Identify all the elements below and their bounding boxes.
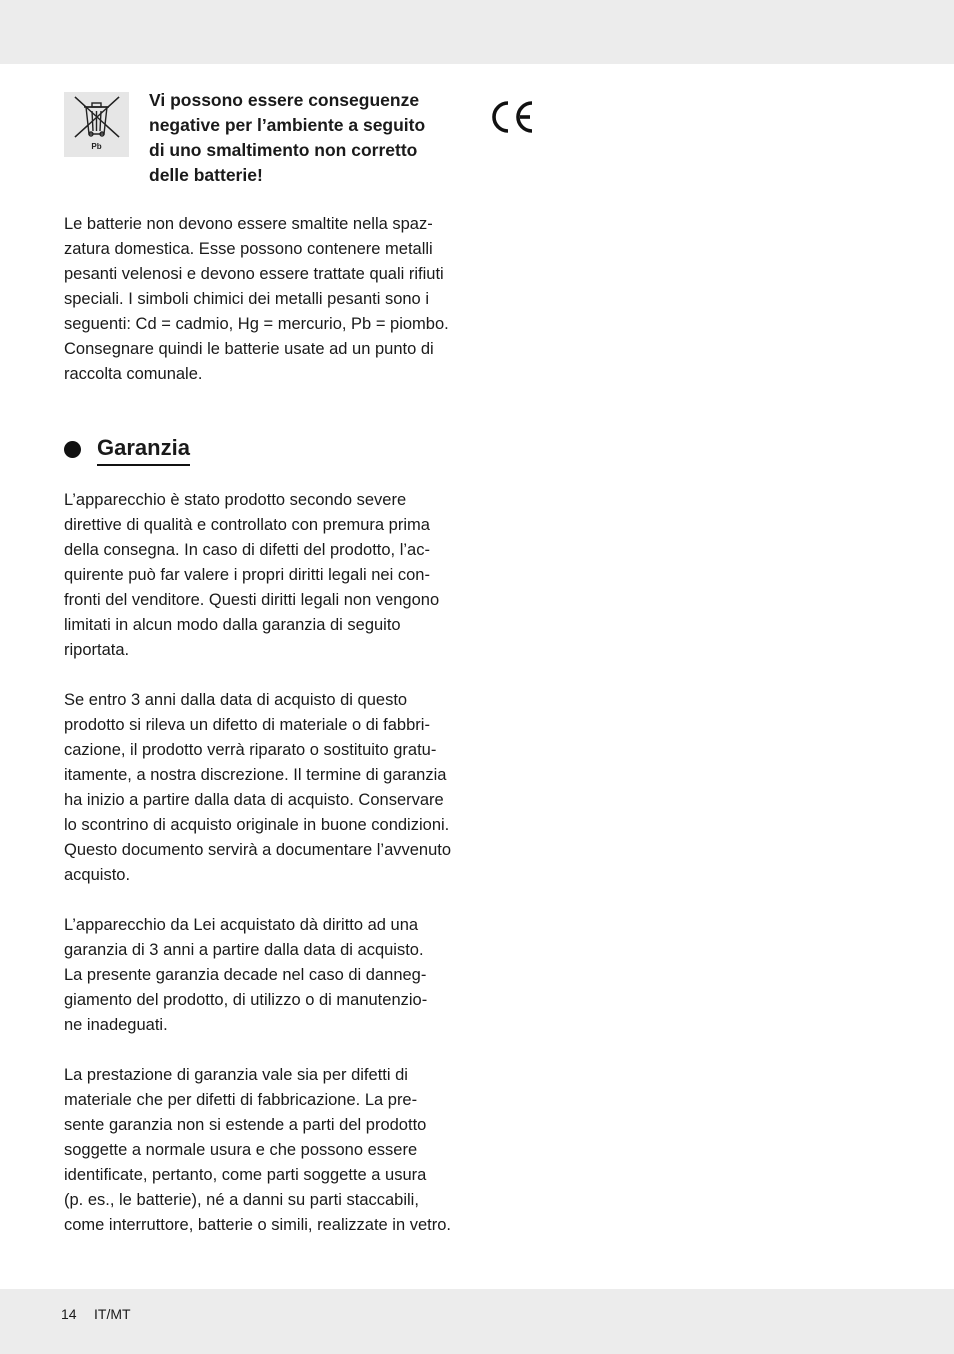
text-line: identificate, pertanto, come parti soggette a usura <box>64 1166 427 1184</box>
text-line: giamento del prodotto, di utilizzo o di manutenzio- <box>64 991 428 1009</box>
text-line: garanzia di 3 anni a partire dalla data di acquisto. <box>64 941 424 959</box>
text-line: cazione, il prodotto verrà riparato o sostituito gratu- <box>64 741 437 759</box>
text-line: della consegna. In caso di difetti del prodotto, l’ac- <box>64 541 430 559</box>
text-line: itamente, a nostra discrezione. Il termine di garanzia <box>64 766 447 784</box>
text-line: lo scontrino di acquisto originale in buone condizioni. <box>64 816 450 834</box>
text-line: Questo documento servirà a documentare l’avvenuto <box>64 841 452 859</box>
text-line: soggette a normale usura e che possono essere <box>64 1141 418 1159</box>
text-line: direttive di qualità e controllato con premura prima <box>64 516 430 534</box>
warning-line: negative per l’ambiente a seguito <box>149 115 426 135</box>
battery-disposal-symbol <box>64 92 129 157</box>
text-line: materiale che per difetti di fabbricazione. La pre- <box>64 1091 418 1109</box>
text-line: raccolta comunale. <box>64 365 203 383</box>
language-code: IT/MT <box>94 1306 131 1322</box>
text-line: La prestazione di garanzia vale sia per difetti di <box>64 1066 408 1084</box>
pb-label: Pb <box>91 142 102 151</box>
text-line: ne inadeguati. <box>64 1016 168 1034</box>
text-line: fronti del venditore. Questi diritti legali non vengono <box>64 591 440 609</box>
text-line: L’apparecchio da Lei acquistato dà diritto ad una <box>64 916 419 934</box>
text-line: quirente può far valere i propri diritti legali nei con- <box>64 566 430 584</box>
warning-line: Vi possono essere conseguenze <box>149 90 420 110</box>
text-line: Consegnare quindi le batterie usate ad un punto di <box>64 340 434 358</box>
text-line: come interruttore, batterie o simili, realizzate in vetro. <box>64 1216 451 1234</box>
text-line: Le batterie non devono essere smaltite nella spaz- <box>64 215 433 233</box>
warning-line: delle batterie! <box>149 165 263 185</box>
text-line: limitati in alcun modo dalla garanzia di seguito <box>64 616 401 634</box>
text-line: seguenti: Cd = cadmio, Hg = mercurio, Pb = piombo. <box>64 315 449 333</box>
battery-disposal-paragraph <box>64 212 474 387</box>
warranty-paragraph-4 <box>64 1063 474 1238</box>
text-line: L’apparecchio è stato prodotto secondo severe <box>64 491 407 509</box>
text-line: zatura domestica. Esse possono contenere metalli <box>64 240 433 258</box>
text-line: riportata. <box>64 641 130 659</box>
text-line: Se entro 3 anni dalla data di acquisto di questo <box>64 691 408 709</box>
warning-line: di uno smaltimento non corretto <box>149 140 418 160</box>
text-line: prodotto si rileva un difetto di materiale o di fabbri- <box>64 716 430 734</box>
disposal-warning <box>149 88 469 188</box>
text-line: (p. es., le batterie), né a danni su parti staccabili, <box>64 1191 419 1209</box>
footer-band <box>0 1289 954 1354</box>
header-band <box>0 0 954 64</box>
text-line: speciali. I simboli chimici dei metalli pesanti sono i <box>64 290 429 308</box>
page-number: 14 <box>61 1306 77 1322</box>
text-line: acquisto. <box>64 866 131 884</box>
warranty-paragraph-3 <box>64 913 474 1038</box>
text-line: sente garanzia non si estende a parti del prodotto <box>64 1116 427 1134</box>
text-line: La presente garanzia decade nel caso di danneg- <box>64 966 427 984</box>
warranty-paragraph-2 <box>64 688 474 888</box>
ce-mark-icon <box>489 99 537 135</box>
text-line: ha inizio a partire dalla data di acquisto. Conservare <box>64 791 444 809</box>
section-title: Garanzia <box>97 432 190 466</box>
warranty-paragraph-1 <box>64 488 474 663</box>
text-line: pesanti velenosi e devono essere trattate quali rifiuti <box>64 265 444 283</box>
bullet-icon <box>64 441 81 458</box>
